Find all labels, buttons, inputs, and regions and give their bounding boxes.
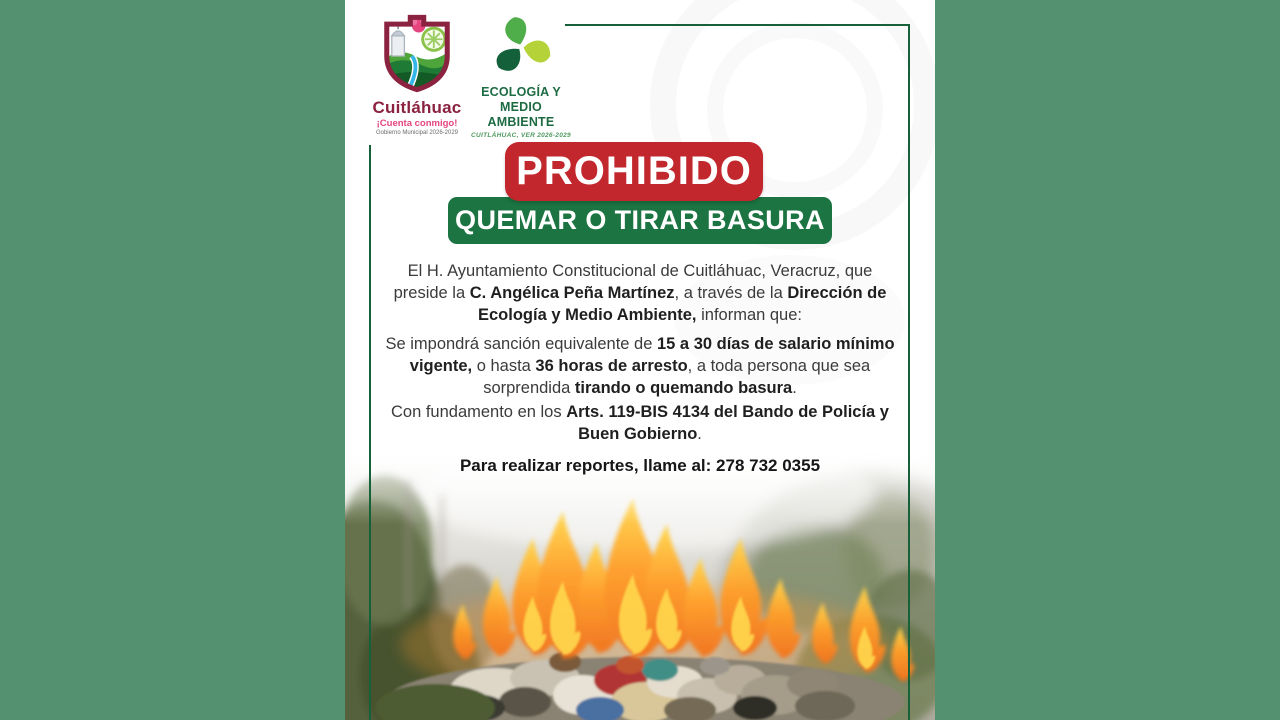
municipal-name: Cuitláhuac	[372, 98, 462, 117]
municipal-crest-icon	[375, 8, 459, 94]
frame-line-top	[565, 24, 910, 26]
frame-line-right	[908, 24, 910, 720]
prohibido-banner	[505, 142, 763, 201]
quemar-banner-text: QUEMAR O TIRAR BASURA	[455, 205, 825, 235]
ecology-title-line2: MEDIO AMBIENTE	[487, 100, 555, 129]
frame-line-left	[369, 145, 371, 720]
ecology-leaves-icon	[488, 14, 554, 80]
ecology-title-line1: ECOLOGÍA Y	[481, 85, 561, 99]
flyer	[345, 0, 935, 720]
burning-trash-photo-art	[345, 440, 935, 720]
left-green-margin	[0, 0, 345, 720]
paragraph-authorities: El H. Ayuntamiento Constitucional de Cuitláhuac, Veracruz, que preside la C. Angélica Peña Martínez, a través de la Dirección de Ecología y Medio Ambiente, informan que:	[393, 262, 887, 324]
burning-trash-photo	[345, 440, 935, 720]
paragraph-legal-basis: Con fundamento en los Arts. 119-BIS 4134 del Bando de Policía y Buen Gobierno.	[390, 403, 889, 443]
prohibido-banner-text: PROHIBIDO	[516, 149, 752, 193]
ecology-subtitle: CUITLÁHUAC, VER 2026-2029	[471, 132, 571, 139]
paragraph-report-phone: Para realizar reportes, llame al: 278 732 0355	[459, 456, 821, 475]
ecology-logo	[469, 14, 573, 139]
paragraph-sanction: Se impondrá sanción equivalente de 15 a 30 días de salario mínimo vigente, o hasta 36 horas de arresto, a toda persona que sea sorprendida tirando o quemando basura.	[385, 335, 895, 397]
right-green-margin	[935, 0, 1280, 720]
quemar-banner	[448, 197, 832, 244]
municipal-term: Gobierno Municipal 2026-2029	[375, 130, 459, 136]
municipal-slogan: ¡Cuenta conmigo!	[376, 118, 458, 129]
municipal-logo	[361, 8, 473, 136]
